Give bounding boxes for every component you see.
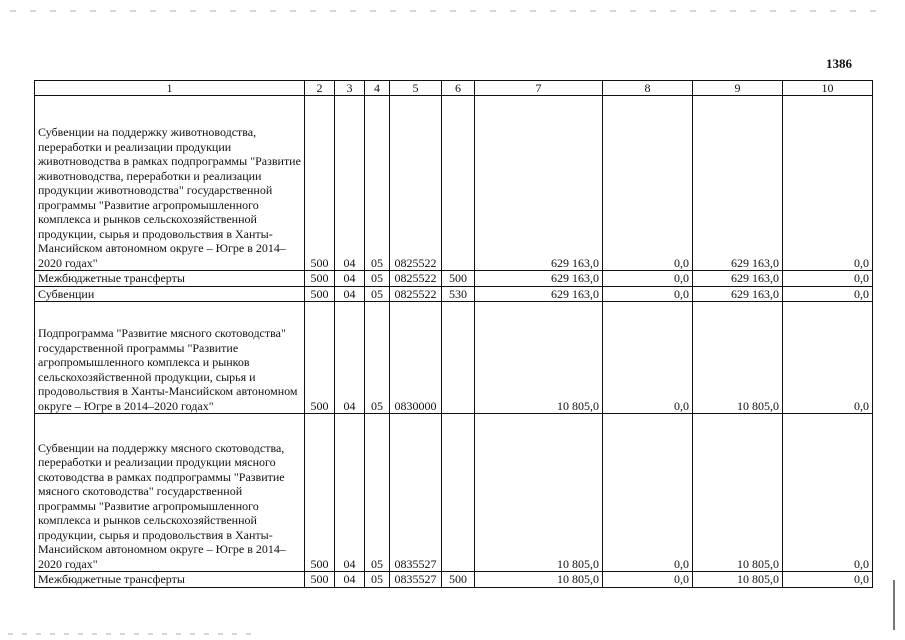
cell-section: 04 [335, 572, 365, 588]
cell-target-code: 0835527 [390, 414, 442, 572]
col-header: 5 [390, 81, 442, 96]
cell-total: 629 163,0 [475, 271, 603, 287]
cell-target-code: 0825522 [390, 286, 442, 302]
cell-col8: 0,0 [603, 271, 693, 287]
cell-col8: 0,0 [603, 96, 693, 271]
cell-grbs: 500 [305, 96, 335, 271]
cell-grbs: 500 [305, 271, 335, 287]
col-header: 6 [442, 81, 475, 96]
budget-table [34, 80, 873, 588]
cell-subsection: 05 [365, 286, 390, 302]
cell-col8: 0,0 [603, 414, 693, 572]
scan-noise [8, 633, 258, 635]
cell-col10: 0,0 [783, 96, 873, 271]
cell-target-code: 0835527 [390, 572, 442, 588]
cell-subsection: 05 [365, 572, 390, 588]
col-header: 4 [365, 81, 390, 96]
cell-col8: 0,0 [603, 572, 693, 588]
col-header: 7 [475, 81, 603, 96]
cell-col9: 629 163,0 [693, 271, 783, 287]
row-name: Субвенции [35, 286, 305, 302]
cell-col10: 0,0 [783, 271, 873, 287]
header-row [35, 81, 873, 96]
cell-total: 629 163,0 [475, 96, 603, 271]
cell-expense-type: 530 [442, 286, 475, 302]
cell-total: 10 805,0 [475, 302, 603, 414]
cell-subsection: 05 [365, 414, 390, 572]
row-name: Подпрограмма "Развитие мясного скотоводства" государственной программы "Развитие агропромышленного комплекса и рынков сельскохозяйственной продукции, сырья и продовольствия в Ханты-Мансийском автономном округе – Югре в 2014–2020 годах" [35, 302, 305, 414]
row-name: Субвенции на поддержку мясного скотоводства, переработки и реализации продукции мясного скотоводства в рамках подпрограммы "Развитие мясного скотоводства" государственной программы "Развитие агропромышленного комплекса и рынков сельскохозяйственной продукции, сырья и продовольствия в Ханты-Мансийском автономном округе – Югре в 2014–2020 годах" [35, 414, 305, 572]
cell-expense-type: 500 [442, 271, 475, 287]
cell-col10: 0,0 [783, 302, 873, 414]
cell-col8: 0,0 [603, 302, 693, 414]
cell-section: 04 [335, 286, 365, 302]
cell-grbs: 500 [305, 572, 335, 588]
table-row [35, 96, 873, 271]
cell-target-code: 0825522 [390, 271, 442, 287]
scan-edge-mark [893, 580, 895, 630]
col-header: 9 [693, 81, 783, 96]
cell-expense-type [442, 302, 475, 414]
cell-subsection: 05 [365, 302, 390, 414]
cell-section: 04 [335, 414, 365, 572]
cell-col9: 10 805,0 [693, 414, 783, 572]
col-header: 10 [783, 81, 873, 96]
cell-col9: 629 163,0 [693, 286, 783, 302]
cell-col9: 10 805,0 [693, 572, 783, 588]
cell-expense-type [442, 96, 475, 271]
cell-col9: 629 163,0 [693, 96, 783, 271]
cell-subsection: 05 [365, 271, 390, 287]
cell-total: 10 805,0 [475, 572, 603, 588]
cell-grbs: 500 [305, 414, 335, 572]
cell-grbs: 500 [305, 286, 335, 302]
row-name: Межбюджетные трансферты [35, 572, 305, 588]
cell-col8: 0,0 [603, 286, 693, 302]
cell-section: 04 [335, 96, 365, 271]
cell-grbs: 500 [305, 302, 335, 414]
cell-expense-type [442, 414, 475, 572]
col-header: 2 [305, 81, 335, 96]
col-header: 8 [603, 81, 693, 96]
cell-target-code: 0830000 [390, 302, 442, 414]
row-name: Субвенции на поддержку животноводства, переработки и реализации продукции животноводства в рамках подпрограммы "Развитие животноводства, переработки и реализации продукции животноводства" государственной программы "Развитие агропромышленного комплекса и рынков сельскохозяйственной продукции, сырья и продовольствия в Ханты-Мансийском автономном округе – Югре в 2014–2020 годах" [35, 96, 305, 271]
scan-noise [10, 10, 890, 12]
cell-section: 04 [335, 302, 365, 414]
cell-section: 04 [335, 271, 365, 287]
col-header: 3 [335, 81, 365, 96]
cell-col10: 0,0 [783, 572, 873, 588]
cell-col9: 10 805,0 [693, 302, 783, 414]
table-row [35, 572, 873, 588]
page-number: 1386 [826, 56, 852, 71]
table-row [35, 286, 873, 302]
col-header: 1 [35, 81, 305, 96]
cell-target-code: 0825522 [390, 96, 442, 271]
cell-subsection: 05 [365, 96, 390, 271]
cell-expense-type: 500 [442, 572, 475, 588]
table-row [35, 302, 873, 414]
row-name: Межбюджетные трансферты [35, 271, 305, 287]
cell-total: 10 805,0 [475, 414, 603, 572]
cell-col10: 0,0 [783, 414, 873, 572]
table-row [35, 414, 873, 572]
cell-total: 629 163,0 [475, 286, 603, 302]
cell-col10: 0,0 [783, 286, 873, 302]
table-row [35, 271, 873, 287]
